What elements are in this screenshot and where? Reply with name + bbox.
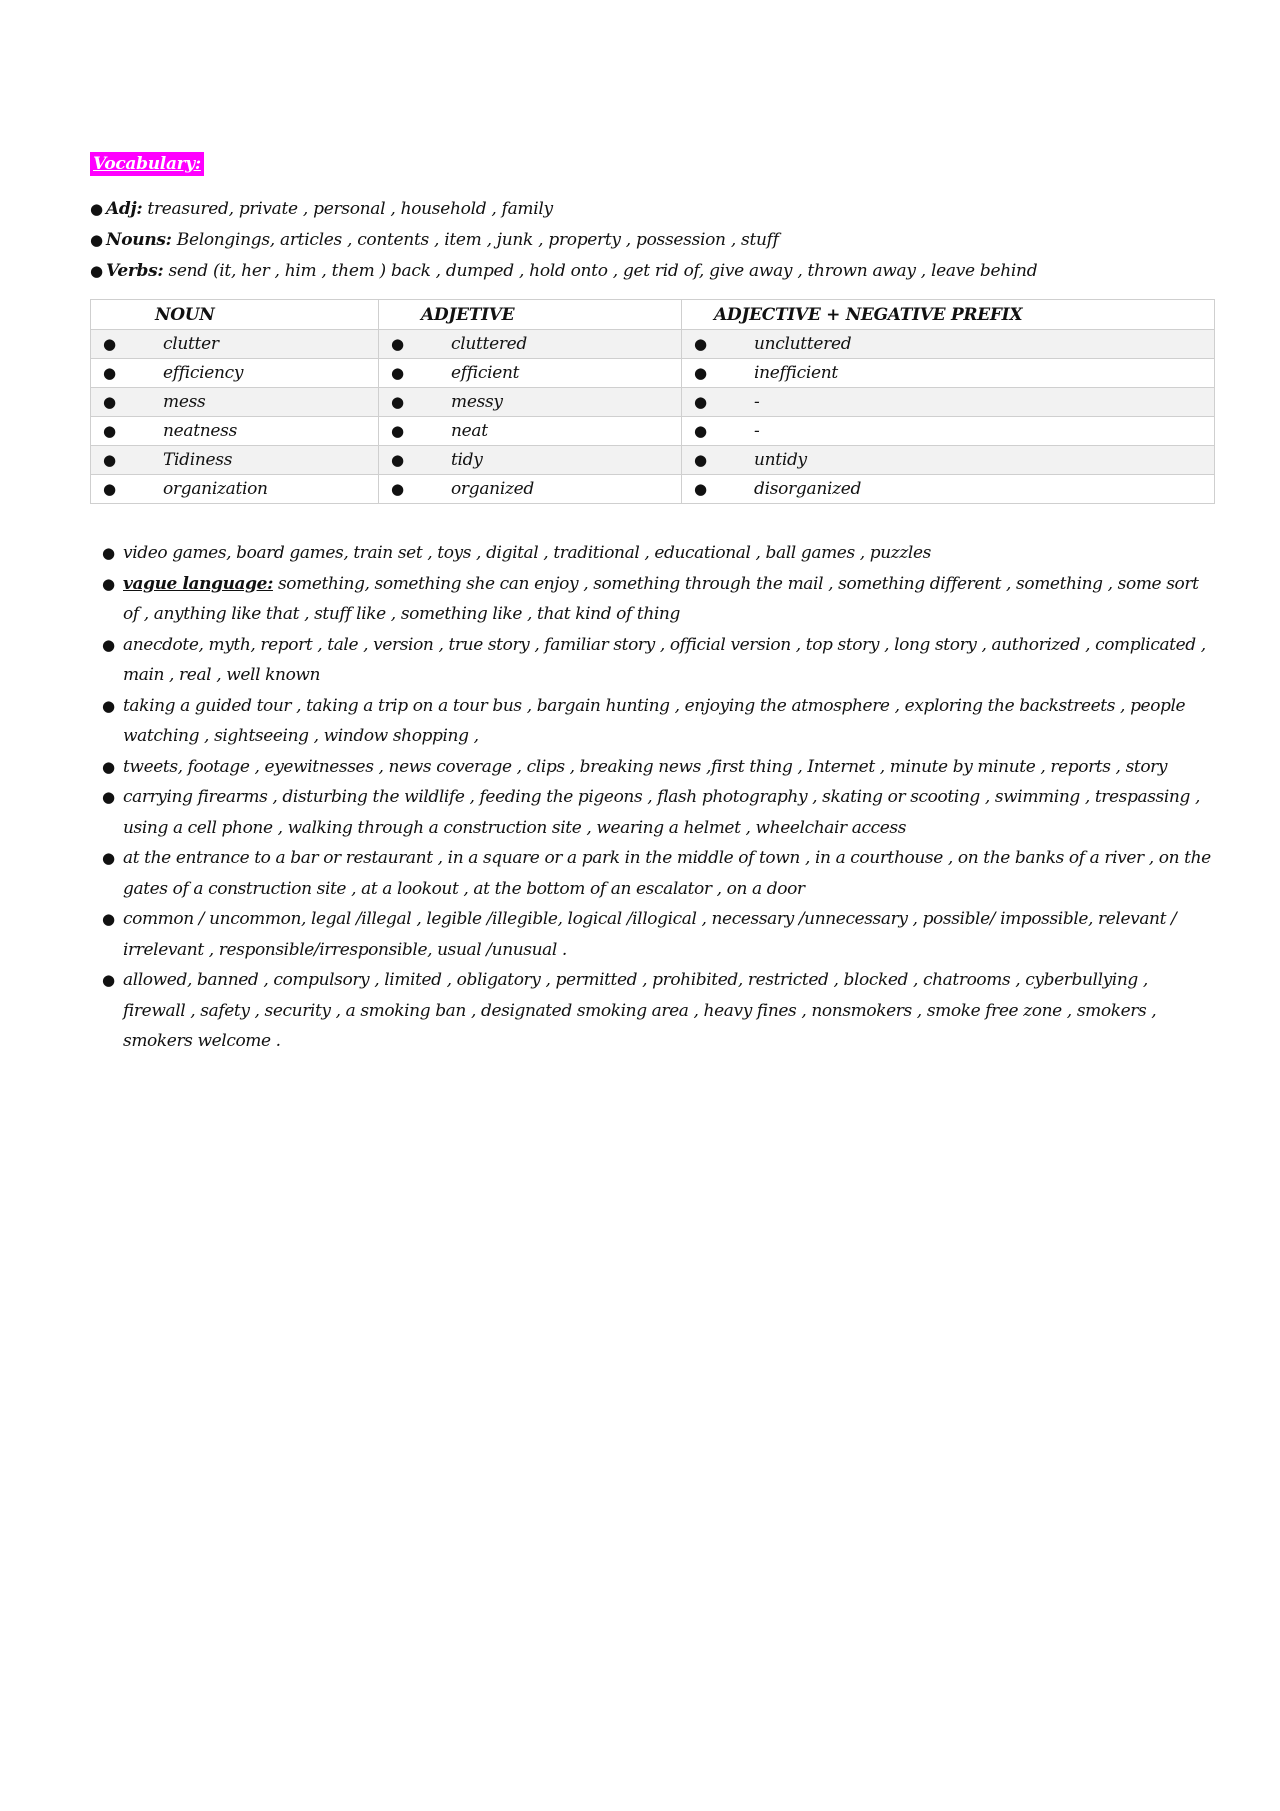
bullet-icon: ● (102, 788, 115, 806)
bullet-icon: ● (694, 480, 707, 498)
bullet-icon: ● (694, 393, 707, 411)
negative-cell: ● untidy (682, 446, 1215, 475)
bullet-icon: ● (103, 393, 116, 411)
bullet-icon: ● (103, 422, 116, 440)
item-label: Nouns: (106, 230, 172, 250)
list-item-verbs (90, 256, 1215, 287)
list-item: ● carrying firearms , disturbing the wildlife , feeding the pigeons , flash photography , skating or scooting , swimming , trespassing , using a cell phone , walking through a construction site , wearing a helmet , wheelchair access (102, 782, 1215, 843)
adjective-cell: ● organized (379, 475, 682, 504)
header-adjective: ADJETIVE (379, 300, 682, 330)
list-item: ● tweets, footage , eyewitnesses , news coverage , clips , breaking news ,first thing , Internet , minute by minute , reports , story (102, 752, 1215, 783)
document-page (90, 152, 1215, 1057)
bullet-icon: ● (102, 849, 115, 867)
list-item: ● vague language: something, something she can enjoy , something through the mail , something different , something , some sort of , anything like that , stuff like , something like , that kind of thing (102, 569, 1215, 630)
bullet-icon: ● (391, 393, 404, 411)
noun-cell: ● organization (91, 475, 379, 504)
item-text: treasured, private , personal , household , family (142, 199, 553, 219)
negative-cell: ● inefficient (682, 359, 1215, 388)
table-row (91, 359, 1215, 388)
bullet-icon: ● (102, 696, 115, 715)
bullet-icon: ● (90, 200, 103, 218)
table-row (91, 475, 1215, 504)
title-row (90, 152, 1215, 182)
bullet-icon: ● (391, 480, 404, 498)
bullet-icon: ● (694, 364, 707, 382)
bullet-icon: ● (391, 451, 404, 469)
item-label: vague language: (123, 573, 273, 594)
list-item: ● anecdote, myth, report , tale , version , true story , familiar story , official version , top story , long story , authorized , complicated , main , real , well known (102, 630, 1215, 691)
negative-cell: ● - (682, 417, 1215, 446)
bullet-icon: ● (103, 364, 116, 382)
bullet-icon: ● (102, 757, 115, 776)
list-item: ● video games, board games, train set , toys , digital , traditional , educational , ball games , puzzles (102, 538, 1215, 569)
bullet-icon: ● (102, 910, 115, 928)
list-item: ● at the entrance to a bar or restaurant , in a square or a park in the middle of town , in a courthouse , on the banks of a river , on the gates of a construction site , at a lookout , at the bottom of an escalator , on a door (102, 843, 1215, 904)
header-negative-prefix: ADJECTIVE + NEGATIVE PREFIX (682, 300, 1215, 330)
bullet-icon: ● (102, 971, 115, 989)
bullet-icon: ● (694, 451, 707, 469)
list-item: ● taking a guided tour , taking a trip on a tour bus , bargain hunting , enjoying the atmosphere , exploring the backstreets , people watching , sightseeing , window shopping , (102, 691, 1215, 752)
bullet-icon: ● (694, 335, 707, 353)
bullet-icon: ● (103, 480, 116, 498)
noun-cell: ● efficiency (91, 359, 379, 388)
word-list (90, 194, 1215, 287)
list-item: ● common / uncommon, legal /illegal , legible /illegible, logical /illogical , necessary /unnecessary , possible/ impossible, relevant / irrelevant , responsible/irresponsible, usual /unusual . (102, 904, 1215, 965)
adjective-cell: ● cluttered (379, 330, 682, 359)
list-item-adj (90, 194, 1215, 225)
page-title: Vocabulary: (90, 152, 204, 176)
negative-cell: ● disorganized (682, 475, 1215, 504)
bullet-icon: ● (90, 262, 103, 280)
table-row (91, 330, 1215, 359)
item-text: Belongings, articles , contents , item , junk , property , possession , stuff (171, 230, 779, 250)
bullet-icon: ● (102, 635, 115, 654)
list-item-nouns (90, 225, 1215, 256)
bullet-icon: ● (391, 422, 404, 440)
item-label: Adj: (106, 199, 143, 219)
adjective-cell: ● efficient (379, 359, 682, 388)
noun-cell: ● neatness (91, 417, 379, 446)
bullet-icon: ● (103, 451, 116, 469)
table-row (91, 417, 1215, 446)
bullet-icon: ● (103, 335, 116, 353)
adjective-cell: ● tidy (379, 446, 682, 475)
noun-cell: ● Tidiness (91, 446, 379, 475)
table-header-row (91, 300, 1215, 330)
negative-cell: ● uncluttered (682, 330, 1215, 359)
bullet-icon: ● (90, 231, 103, 249)
negative-cell: ● - (682, 388, 1215, 417)
bullet-icon: ● (102, 544, 115, 562)
header-noun: NOUN (91, 300, 379, 330)
bullet-icon: ● (391, 364, 404, 382)
adjective-cell: ● neat (379, 417, 682, 446)
list-item: ● allowed, banned , compulsory , limited , obligatory , permitted , prohibited, restricted , blocked , chatrooms , cyberbullying , firewall , safety , security , a smoking ban , designated smoking area , heavy fines , nonsmokers , smoke free zone , smokers , smokers welcome . (102, 965, 1215, 1057)
adjective-cell: ● messy (379, 388, 682, 417)
bullet-icon: ● (102, 574, 115, 593)
table-row (91, 388, 1215, 417)
item-label: Verbs: (106, 261, 164, 281)
word-forms-table (90, 299, 1215, 504)
topic-word-list (90, 538, 1215, 1057)
item-text: send (it, her , him , them ) back , dumped , hold onto , get rid of, give away , thrown away , leave behind (163, 261, 1038, 281)
noun-cell: ● mess (91, 388, 379, 417)
table-row (91, 446, 1215, 475)
bullet-icon: ● (391, 335, 404, 353)
noun-cell: ● clutter (91, 330, 379, 359)
bullet-icon: ● (694, 422, 707, 440)
